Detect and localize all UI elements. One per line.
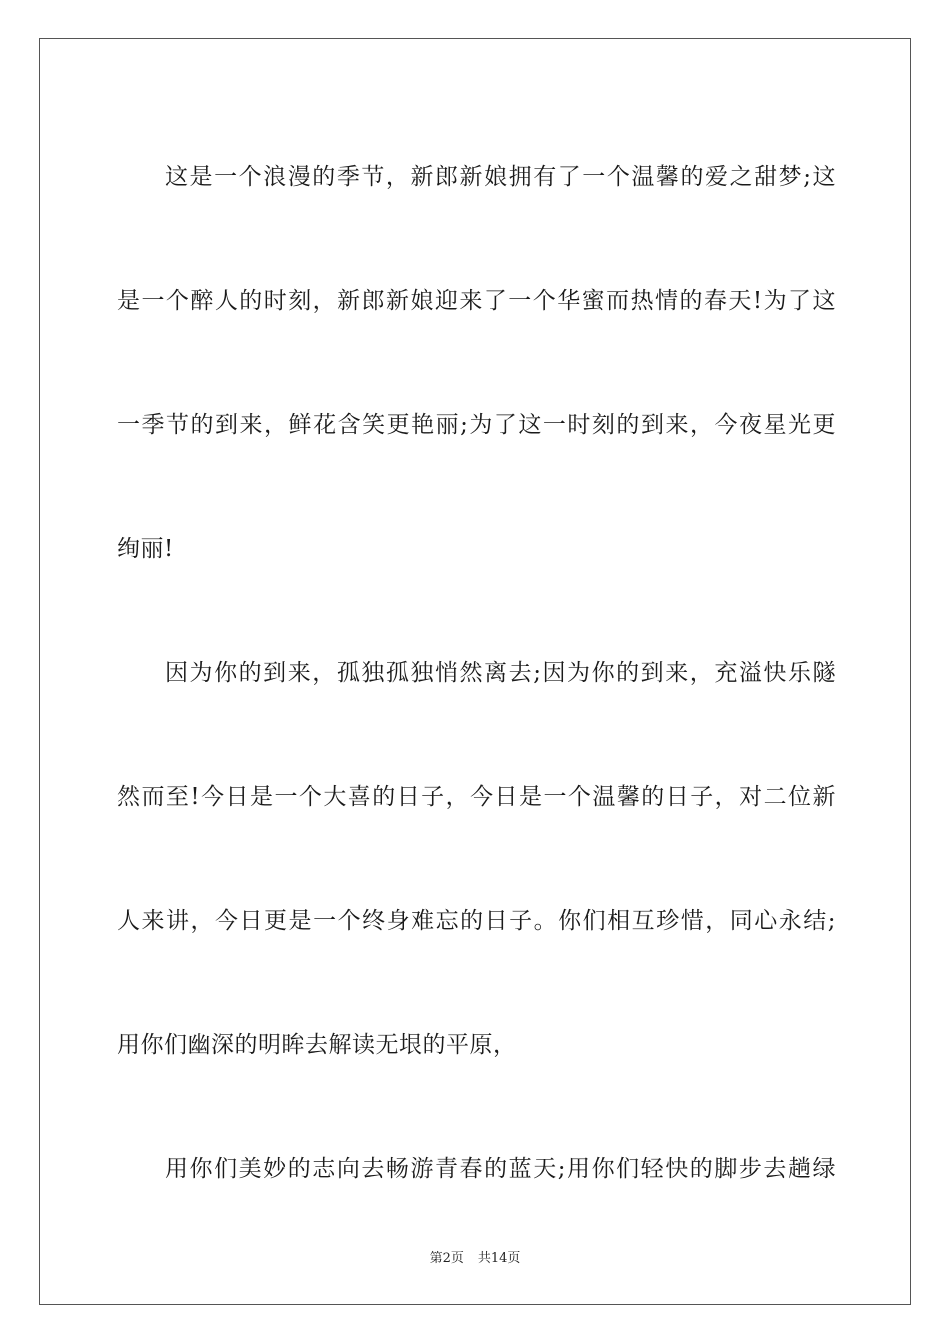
paragraph-1-line-1: 这是一个浪漫的季节，新郎新娘拥有了一个温馨的爱之甜梦;这: [165, 164, 836, 190]
paragraph-1-line-3: 一季节的到来，鲜花含笑更艳丽;为了这一时刻的到来，今夜星光更: [117, 412, 836, 438]
page-footer: [0, 1247, 950, 1266]
paragraph-1-line-4: 绚丽!: [117, 536, 174, 562]
paragraph-2-line-1: 因为你的到来，孤独孤独悄然离去;因为你的到来，充溢快乐隧: [165, 660, 836, 686]
paragraph-2-line-3: 人来讲，今日更是一个终身难忘的日子。你们相互珍惜，同心永结;: [117, 908, 836, 934]
page-total: 共14页: [477, 1251, 521, 1266]
paragraph-2-line-2: 然而至!今日是一个大喜的日子，今日是一个温馨的日子，对二位新: [117, 784, 836, 810]
page-number: 第2页: [429, 1251, 464, 1266]
document-body: [117, 115, 836, 1231]
paragraph-3-line-1: 用你们美妙的志向去畅游青春的蓝天;用你们轻快的脚步去趟绿: [165, 1156, 836, 1182]
paragraph-1-line-2: 是一个醉人的时刻，新郎新娘迎来了一个华蜜而热情的春天!为了这: [117, 288, 836, 314]
paragraph-2-line-4: 用你们幽深的明眸去解读无垠的平原，: [117, 1032, 517, 1058]
